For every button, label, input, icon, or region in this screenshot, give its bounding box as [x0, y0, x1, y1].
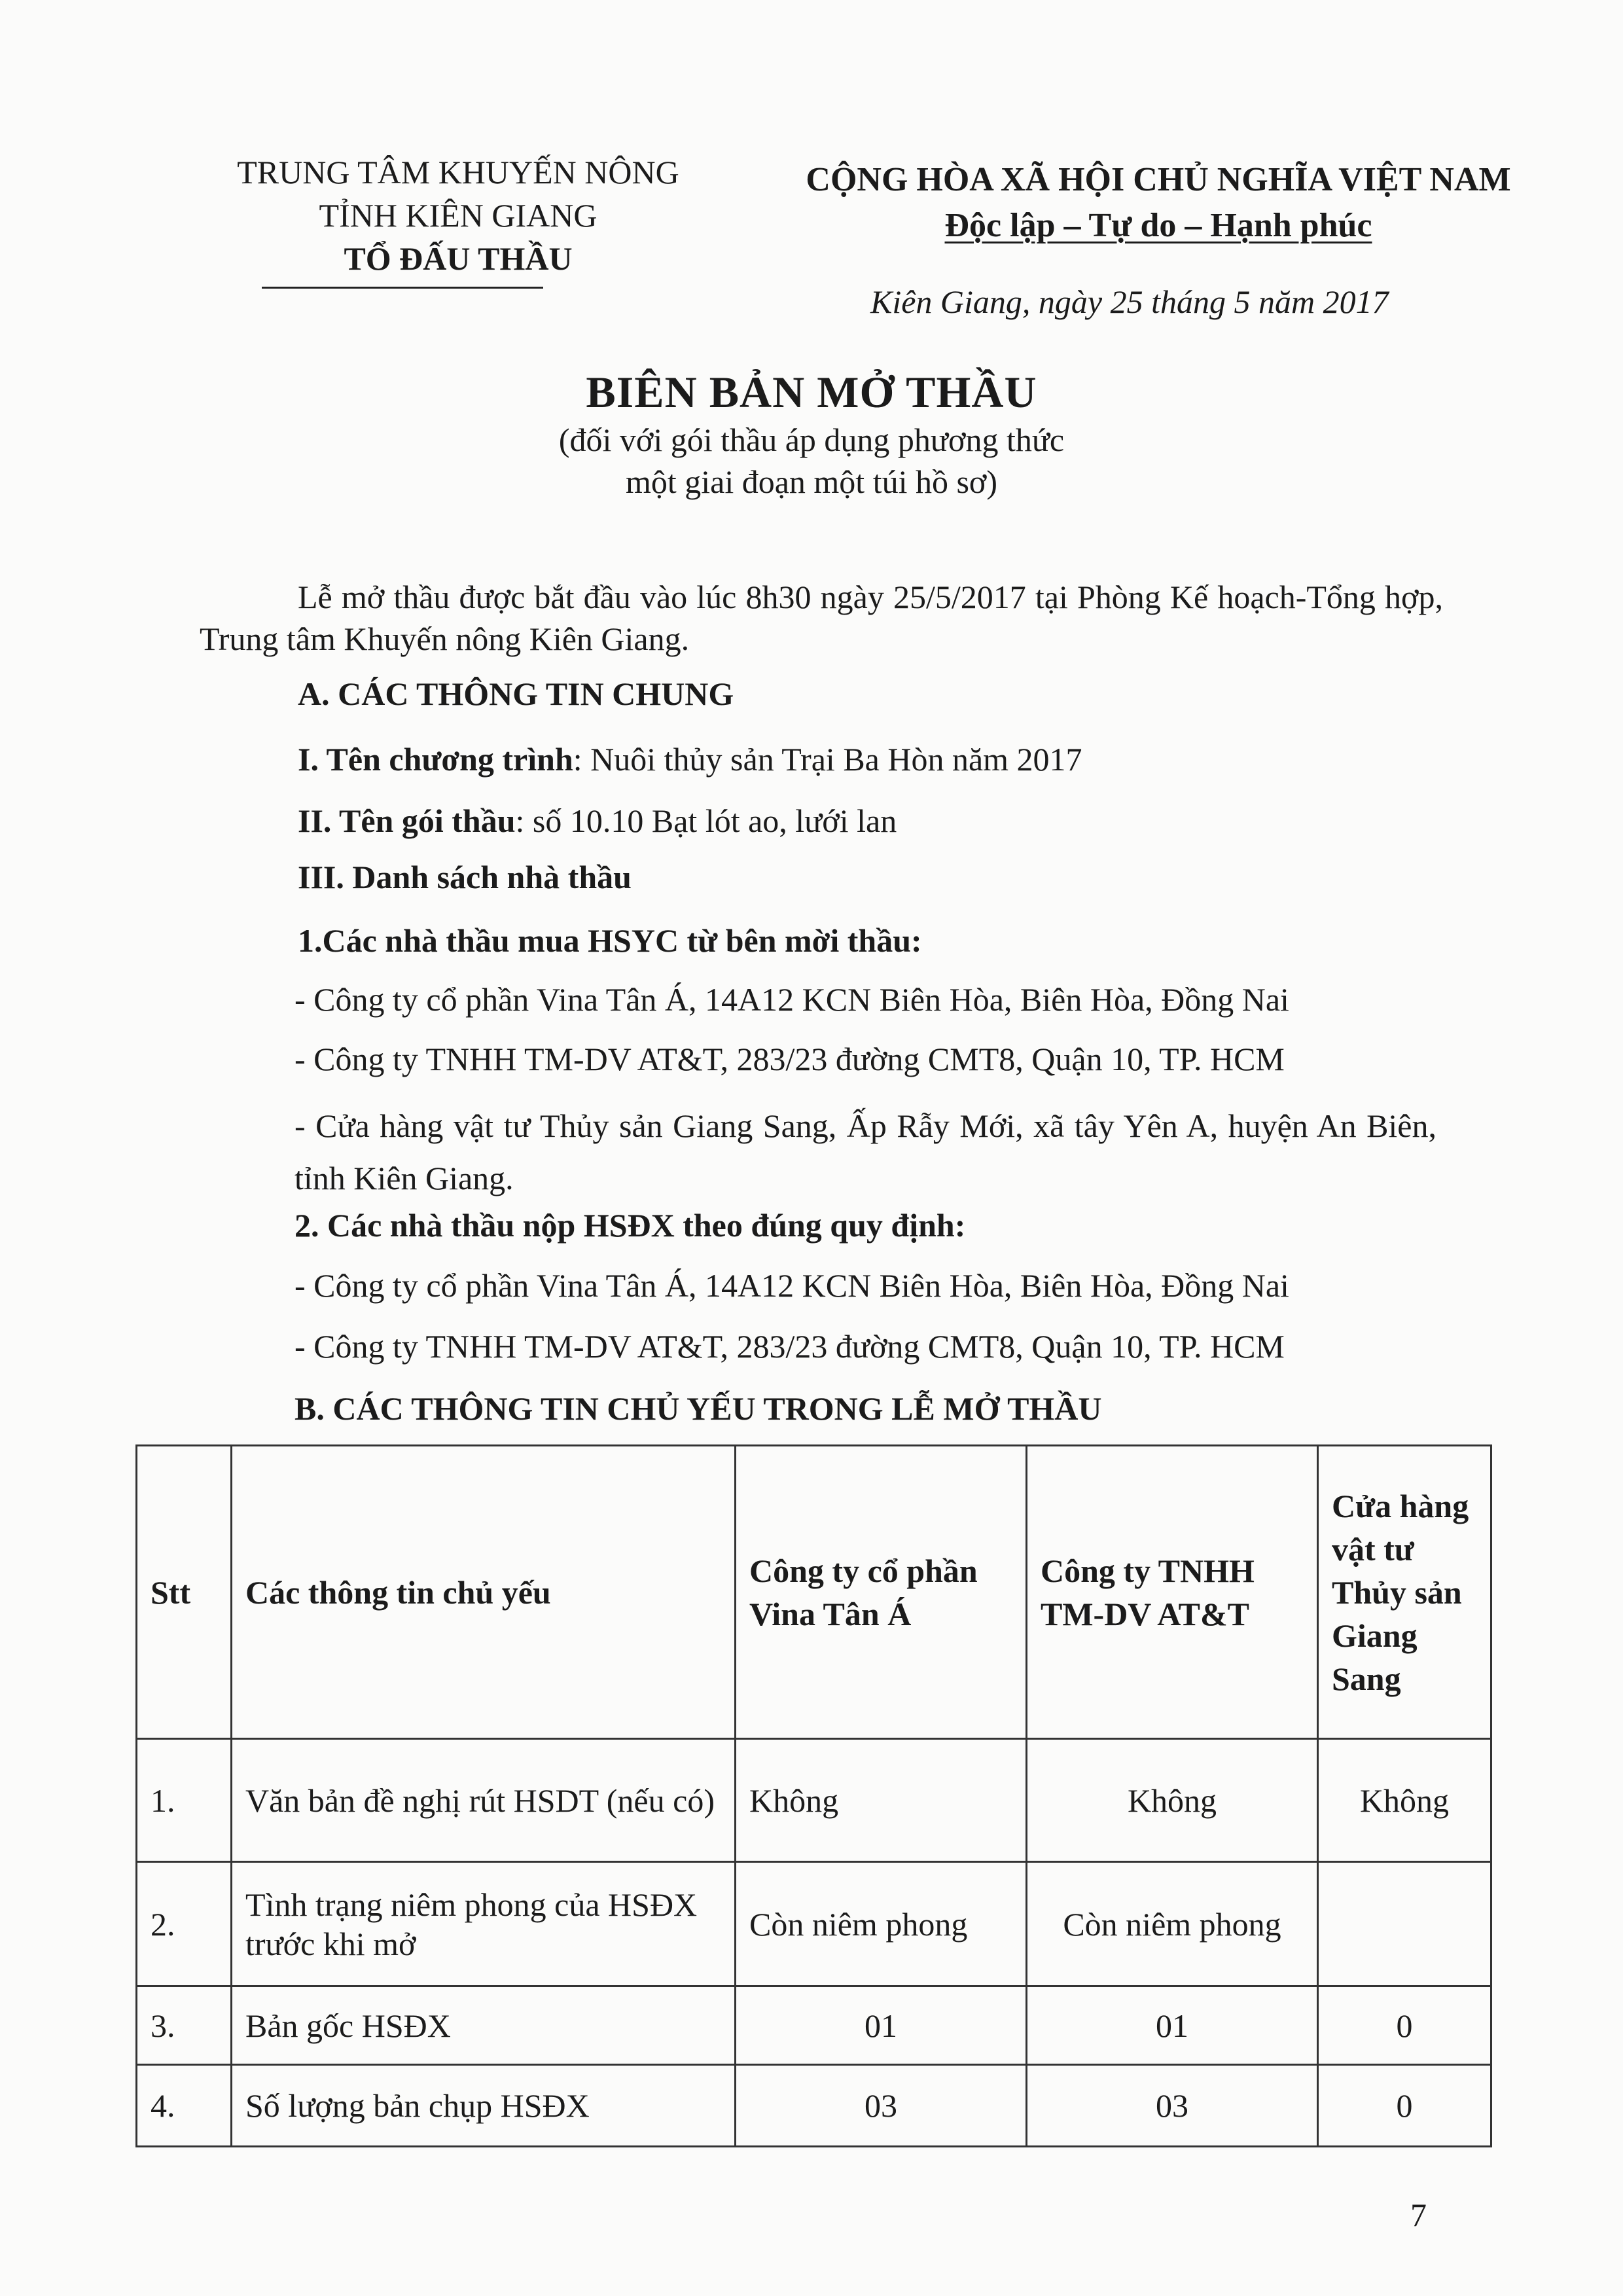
program-name-line	[298, 738, 1082, 780]
issuer-line-2: TỈNH KIÊN GIANG	[319, 197, 597, 234]
col-header-stt: Stt	[137, 1446, 232, 1739]
national-title: CỘNG HÒA XÃ HỘI CHỦ NGHĨA VIỆT NAM	[806, 161, 1511, 198]
bidder-list-heading: III. Danh sách nhà thầu	[298, 859, 632, 895]
row-4-giang-sang: 0	[1318, 2065, 1491, 2147]
table-row	[137, 1739, 1491, 1862]
col-header-vina-tan-a: Công ty cổ phần Vina Tân Á	[736, 1446, 1027, 1739]
purchaser-item-2: - Công ty TNHH TM-DV AT&T, 283/23 đường CMT8, Quận 10, TP. HCM	[294, 1041, 1285, 1077]
col-header-info: Các thông tin chủ yếu	[232, 1446, 736, 1739]
row-3-vina-tan-a: 01	[736, 1986, 1027, 2065]
national-motto: Độc lập – Tự do – Hạnh phúc	[944, 207, 1372, 244]
row-4-info: Số lượng bản chụp HSĐX	[232, 2065, 736, 2147]
row-2-giang-sang	[1318, 1862, 1491, 1986]
row-3-info: Bản gốc HSĐX	[232, 1986, 736, 2065]
subtitle-line-2: một giai đoạn một túi hồ sơ)	[625, 463, 998, 500]
page-number: 7	[1410, 2197, 1427, 2233]
row-4-att: 03	[1027, 2065, 1318, 2147]
submitter-item-2: - Công ty TNHH TM-DV AT&T, 283/23 đường CMT8, Quận 10, TP. HCM	[294, 1328, 1285, 1365]
purchasers-heading: 1.Các nhà thầu mua HSYC từ bên mời thầu:	[298, 922, 922, 959]
purchaser-item-1: - Công ty cổ phần Vina Tân Á, 14A12 KCN Biên Hòa, Biên Hòa, Đồng Nai	[294, 981, 1289, 1018]
table-row	[137, 1862, 1491, 1986]
col-header-giang-sang: Cửa hàng vật tư Thủy sản Giang Sang	[1318, 1446, 1491, 1739]
package-name-value: : số 10.10 Bạt lót ao, lưới lan	[515, 802, 897, 839]
document-date: Kiên Giang, ngày 25 tháng 5 năm 2017	[870, 283, 1389, 320]
row-2-stt: 2.	[137, 1862, 232, 1986]
intro-paragraph: Lễ mở thầu được bắt đầu vào lúc 8h30 ngày 25/5/2017 tại Phòng Kế hoạch-Tổng hợp, Trung tâm Khuyến nông Kiên Giang.	[200, 579, 1443, 657]
issuer-block	[190, 151, 726, 280]
row-2-vina-tan-a: Còn niêm phong	[736, 1862, 1027, 1986]
table-header-row	[137, 1446, 1491, 1739]
submitter-item-1: - Công ty cổ phần Vina Tân Á, 14A12 KCN Biên Hòa, Biên Hòa, Đồng Nai	[294, 1267, 1289, 1304]
issuer-underline	[262, 287, 543, 289]
row-2-att: Còn niêm phong	[1027, 1862, 1318, 1986]
row-1-stt: 1.	[137, 1739, 232, 1862]
row-4-vina-tan-a: 03	[736, 2065, 1027, 2147]
row-1-vina-tan-a: Không	[736, 1739, 1027, 1862]
package-name-line	[298, 800, 897, 842]
issuer-line-3: TỔ ĐẤU THẦU	[344, 240, 573, 277]
national-header	[766, 157, 1551, 249]
submitters-heading: 2. Các nhà thầu nộp HSĐX theo đúng quy định:	[294, 1207, 966, 1244]
row-1-att: Không	[1027, 1739, 1318, 1862]
row-3-stt: 3.	[137, 1986, 232, 2065]
table-row	[137, 2065, 1491, 2147]
document-title: BIÊN BẢN MỞ THẦU	[586, 367, 1037, 417]
row-2-info: Tình trạng niêm phong của HSĐX trước khi mở	[232, 1862, 736, 1986]
issuer-line-1: TRUNG TÂM KHUYẾN NÔNG	[237, 154, 679, 190]
row-1-info: Văn bản đề nghị rút HSDT (nếu có)	[232, 1739, 736, 1862]
row-4-stt: 4.	[137, 2065, 232, 2147]
section-b-heading: B. CÁC THÔNG TIN CHỦ YẾU TRONG LỄ MỞ THẦU	[294, 1390, 1102, 1427]
program-name-label: I. Tên chương trình	[298, 741, 573, 778]
col-header-att: Công ty TNHH TM-DV AT&T	[1027, 1446, 1318, 1739]
row-3-att: 01	[1027, 1986, 1318, 2065]
section-a-heading: A. CÁC THÔNG TIN CHUNG	[298, 675, 734, 712]
bid-info-table	[135, 1444, 1492, 2147]
table-row	[137, 1986, 1491, 2065]
subtitle-line-1: (đối với gói thầu áp dụng phương thức	[558, 422, 1065, 458]
document-subtitle	[0, 419, 1623, 503]
row-1-giang-sang: Không	[1318, 1739, 1491, 1862]
row-3-giang-sang: 0	[1318, 1986, 1491, 2065]
program-name-value: : Nuôi thủy sản Trại Ba Hòn năm 2017	[573, 741, 1082, 778]
package-name-label: II. Tên gói thầu	[298, 802, 516, 839]
purchaser-item-3: - Cửa hàng vật tư Thủy sản Giang Sang, Ấp Rẫy Mới, xã tây Yên A, huyện An Biên, tỉnh Kiên Giang.	[294, 1107, 1436, 1196]
